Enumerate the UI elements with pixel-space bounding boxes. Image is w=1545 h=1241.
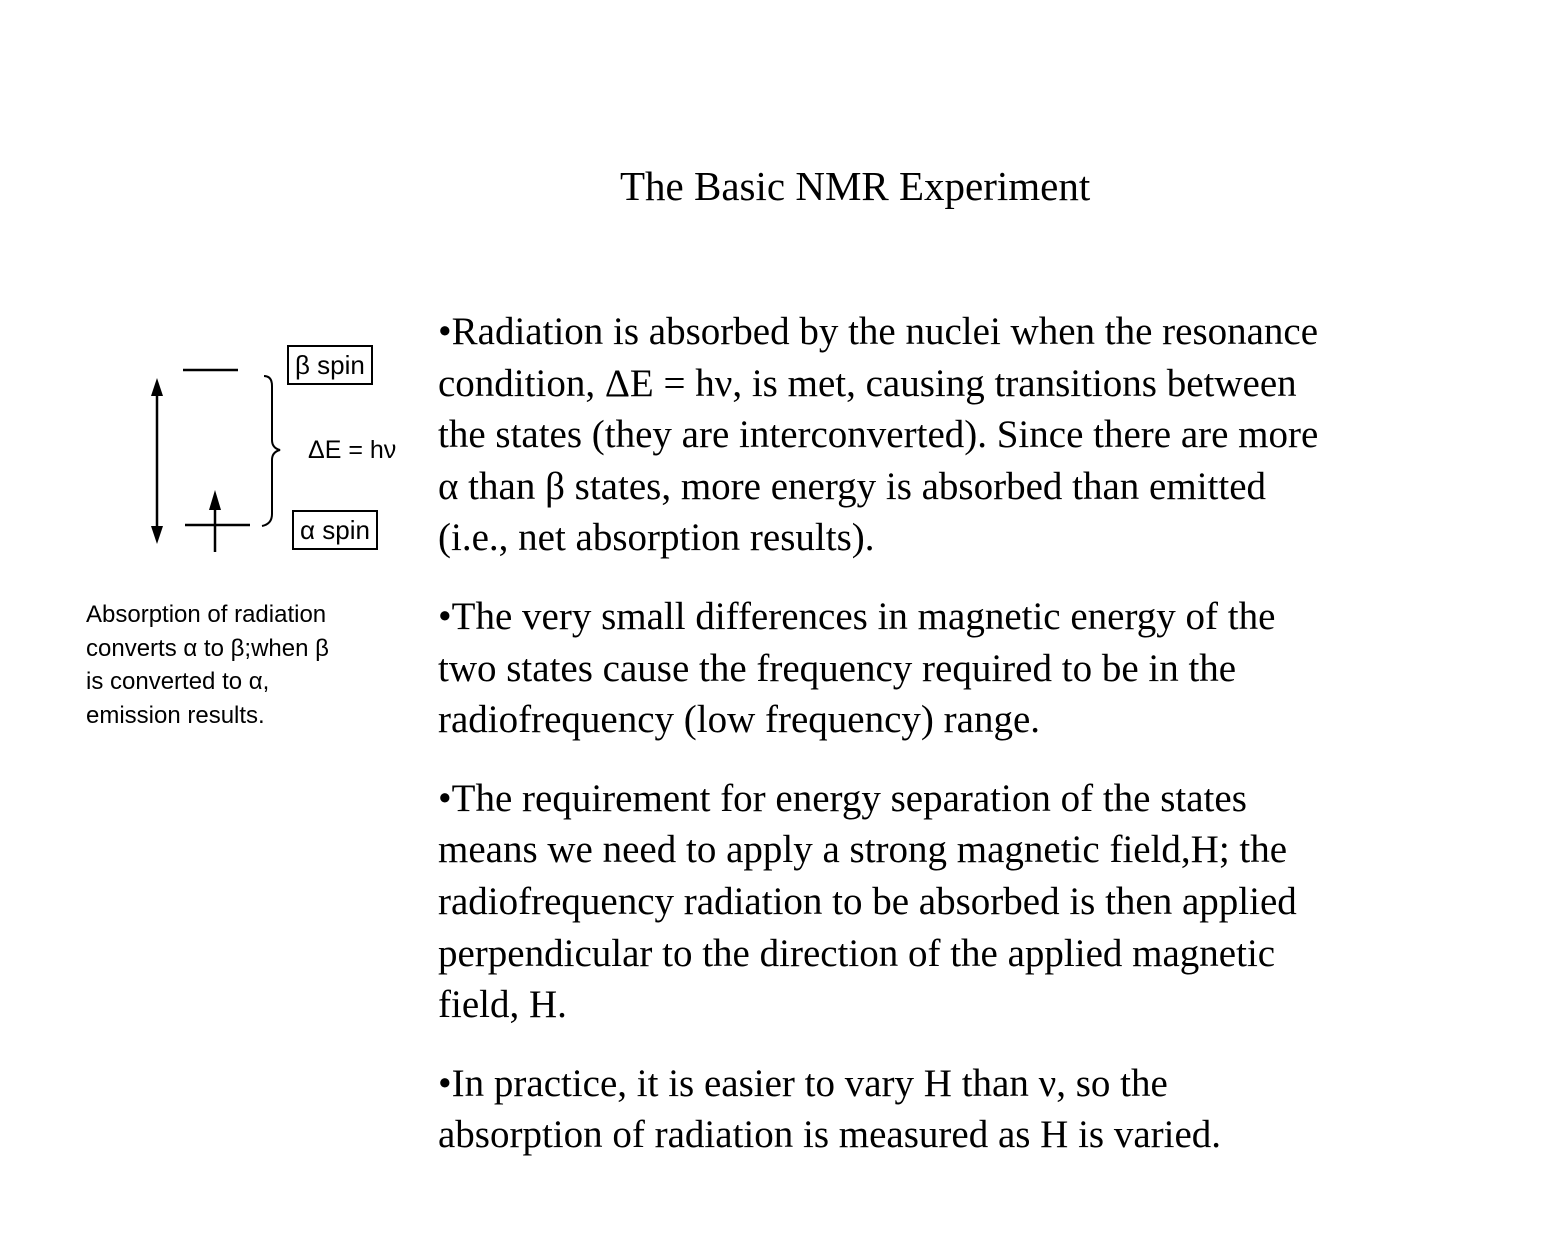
- diagram-caption: [86, 598, 329, 732]
- bullet-line: field, H.: [438, 983, 567, 1027]
- bullet-energy-differences: [438, 591, 1438, 746]
- bullet-line: condition, ΔE = hν, is met, causing transitions between: [438, 361, 1297, 405]
- bullet-line: absorption of radiation is measured as H is varied.: [438, 1113, 1222, 1157]
- arrow-head-down: [151, 526, 163, 544]
- bullet-list: [438, 306, 1438, 1188]
- curly-brace: [262, 376, 280, 526]
- caption-line: converts α to β;when β: [86, 634, 329, 662]
- caption-line: is converted to α,: [86, 668, 270, 695]
- bullet-line: radiofrequency (low frequency) range.: [438, 698, 1041, 742]
- bullet-line: •The very small differences in magnetic energy of the: [438, 594, 1276, 638]
- spin-up-arrow-head: [209, 490, 221, 510]
- page-title: The Basic NMR Experiment: [620, 163, 1091, 209]
- caption-line: Absorption of radiation: [86, 601, 327, 628]
- alpha-spin-label: α spin: [292, 510, 378, 550]
- bullet-practice: [438, 1058, 1438, 1161]
- bullet-line: perpendicular to the direction of the applied magnetic: [438, 931, 1276, 975]
- bullet-line: •Radiation is absorbed by the nuclei when the resonance: [438, 310, 1319, 353]
- bullet-line: •The requirement for energy separation of the states: [438, 776, 1247, 820]
- bullet-magnetic-field: [438, 773, 1438, 1031]
- bullet-line: means we need to apply a strong magnetic field,H; the: [438, 828, 1288, 872]
- energy-level-diagram: [0, 0, 420, 600]
- bullet-line: two states cause the frequency required to be in the: [438, 646, 1237, 690]
- bullet-line: radiofrequency radiation to be absorbed is then applied: [438, 879, 1297, 923]
- bullet-line: (i.e., net absorption results).: [438, 516, 875, 560]
- arrow-head-up: [151, 378, 163, 396]
- bullet-resonance: [438, 306, 1438, 564]
- caption-line: emission results.: [86, 701, 265, 729]
- bullet-line: α than β states, more energy is absorbed than emitted: [438, 464, 1267, 508]
- bullet-line: •In practice, it is easier to vary H than ν, so the: [438, 1061, 1168, 1105]
- energy-gap-label: ΔE = hν: [308, 436, 397, 464]
- beta-spin-label: β spin: [287, 345, 373, 385]
- bullet-line: the states (they are interconverted). Since there are more: [438, 413, 1319, 457]
